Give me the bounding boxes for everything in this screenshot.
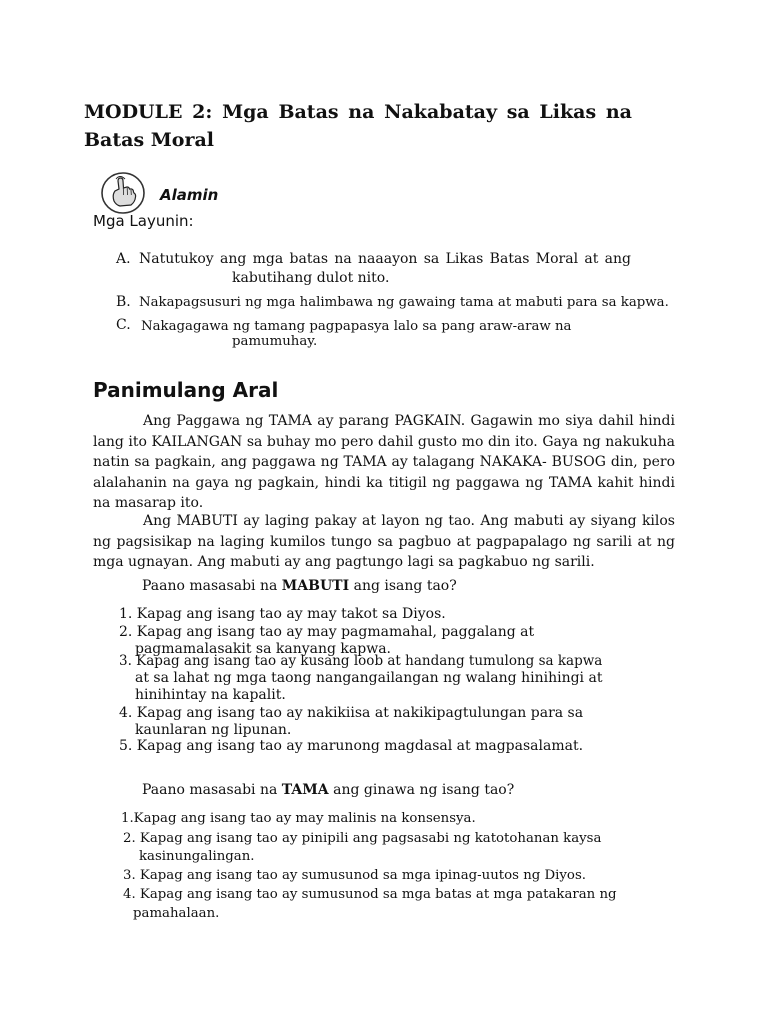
layunin-item-c-line2: pamumuhay. — [232, 334, 318, 349]
mabuti-item-4-line2: kaunlaran ng lipunan. — [135, 722, 292, 738]
panimula-paragraph-2 — [93, 511, 675, 573]
mabuti-item-2-line1: 2. Kapag ang isang tao ay may pagmamahal, paggalang at — [119, 624, 535, 640]
module-title — [84, 98, 632, 154]
panimula-paragraph-1-text: Ang Paggawa ng TAMA ay parang PAGKAIN. Gagawin mo siya dahil hindi lang ito KAILANGAN sa buhay mo pero dahil gusto mo din ito. Gaya ng nakukuha natin sa pagkain, ang paggawa ng TAMA ay talagang NAKAKA- BUSOG din, pero alalahanin na gaya ng pagkain, hindi ka titigil ng paggawa ng TAMA kahit hindi na masarap ito. — [93, 413, 675, 511]
layunin-marker-b: B. — [116, 294, 131, 310]
module-title-line1: MODULE 2: Mga Batas na Nakabatay sa Likas na — [84, 101, 632, 123]
tama-item-2-line1: 2. Kapag ang isang tao ay pinipili ang pagsasabi ng katotohanan kaysa — [123, 831, 602, 846]
mabuti-question-pre: Paano masasabi na — [142, 578, 282, 594]
tama-question-post: ang ginawa ng isang tao? — [328, 782, 515, 798]
tama-item-2-line2: kasinungalingan. — [139, 849, 255, 864]
layunin-item-c-line1: Nakagagawa ng tamang pagpapasya lalo sa pang araw-araw na — [141, 319, 572, 334]
tama-item-4-line1: 4. Kapag ang isang tao ay sumusunod sa mga batas at mga patakaran ng — [123, 887, 617, 902]
mabuti-question-bold: MABUTI — [281, 578, 350, 594]
pointing-hand-icon — [100, 171, 146, 215]
tama-question-pre: Paano masasabi na — [142, 782, 282, 798]
mabuti-item-3-line2: at sa lahat ng mga taong nangangailangan ng walang hinihingi at — [135, 670, 603, 686]
panimula-heading: Panimulang Aral — [93, 378, 279, 402]
mabuti-item-5: 5. Kapag ang isang tao ay marunong magdasal at magpasalamat. — [119, 738, 584, 754]
tama-question-bold: TAMA — [281, 782, 329, 798]
tama-question — [142, 782, 514, 799]
layunin-item-a-line1: Natutukoy ang mga batas na naaayon sa Likas Batas Moral at ang — [139, 251, 631, 267]
layunin-item-b-line1: Nakapagsusuri ng mga halimbawa ng gawaing tama at mabuti para sa kapwa. — [139, 295, 669, 310]
layunin-marker-c: C. — [116, 317, 131, 333]
mabuti-item-2-line2: pagmamalasakit sa kanyang kapwa. — [135, 641, 391, 657]
mabuti-item-1: 1. Kapag ang isang tao ay may takot sa Diyos. — [119, 606, 446, 622]
mabuti-item-4-line1: 4. Kapag ang isang tao ay nakikiisa at nakikipagtulungan para sa — [119, 705, 584, 721]
mabuti-question — [142, 578, 457, 595]
layunin-item-a-line2: kabutihang dulot nito. — [232, 270, 390, 286]
tama-item-4-line2: pamahalaan. — [133, 906, 220, 921]
mabuti-item-3-line3: hinihintay na kapalit. — [135, 687, 286, 703]
mabuti-item-3-line1: 3. Kapag ang isang tao ay kusang loob at handang tumulong sa kapwa — [119, 653, 603, 669]
module-title-line2: Batas Moral — [84, 129, 215, 151]
layunin-marker-a: A. — [116, 251, 131, 267]
panimula-paragraph-1 — [93, 411, 675, 514]
tama-item-1: 1.Kapag ang isang tao ay may malinis na konsensya. — [121, 811, 476, 826]
panimula-paragraph-2-text: Ang MABUTI ay laging pakay at layon ng tao. Ang mabuti ay siyang kilos ng pagsisikap na laging kumilos tungo sa pagbuo at pagpapalago ng sarili at ng mga ugnayan. Ang mabuti ay ang pagtungo lagi sa pagkabuo ng sarili. — [93, 513, 675, 570]
alamin-label: Alamin — [160, 186, 219, 204]
mabuti-question-post: ang isang tao? — [349, 578, 457, 594]
layunin-heading: Mga Layunin: — [93, 212, 194, 230]
tama-item-3: 3. Kapag ang isang tao ay sumusunod sa mga ipinag-uutos ng Diyos. — [123, 868, 586, 883]
